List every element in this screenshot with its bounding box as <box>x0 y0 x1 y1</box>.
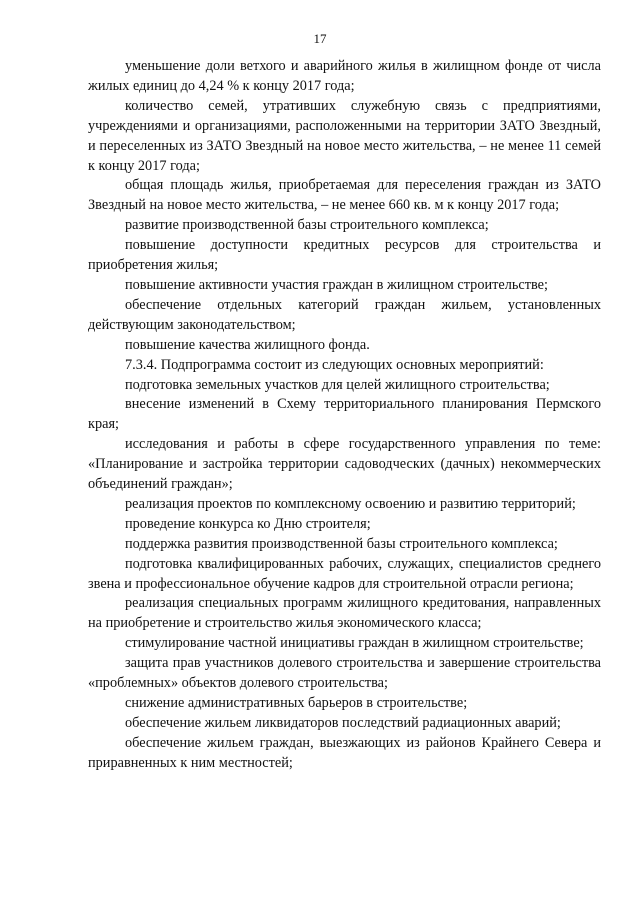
paragraph: обеспечение жильем ликвидаторов последствий радиационных аварий; <box>125 714 561 731</box>
paragraph: реализация проектов по комплексному освоению и развитию территорий; <box>125 495 576 512</box>
paragraph: подготовка квалифицированных рабочих, служащих, специалистов среднего звена и профессиональное обучение кадров для строительной отрасли региона; <box>88 555 601 592</box>
document-body <box>88 57 601 774</box>
page-number: 17 <box>313 31 327 46</box>
paragraph: защита прав участников долевого строительства и завершение строительства «проблемных» объектов долевого строительства; <box>88 655 601 692</box>
paragraph: развитие производственной базы строительного комплекса; <box>125 217 489 234</box>
paragraph: уменьшение доли ветхого и аварийного жилья в жилищном фонде от числа жилых единиц до 4,24 % к концу 2017 года; <box>88 58 601 94</box>
section-heading-paragraph: 7.3.4. Подпрограмма состоит из следующих основных мероприятий: <box>125 356 544 373</box>
paragraph: количество семей, утративших служебную связь с предприятиями, учреждениями и организациями, расположенными на территории ЗАТО Звездный, и переселенных из ЗАТО Звездный на новое место жительства, – не менее 11 семей к концу 2017 года; <box>88 97 601 174</box>
paragraph: снижение административных барьеров в строительстве; <box>125 695 468 711</box>
paragraph: повышение качества жилищного фонда. <box>125 336 370 353</box>
paragraph: повышение активности участия граждан в жилищном строительстве; <box>125 276 548 293</box>
paragraph: реализация специальных программ жилищного кредитования, направленных на приобретение и строительство жилья экономического класса; <box>88 595 601 632</box>
paragraph: повышение доступности кредитных ресурсов для строительства и приобретения жилья; <box>88 237 601 274</box>
paragraph: внесение изменений в Схему территориального планирования Пермского края; <box>88 396 601 433</box>
paragraph: проведение конкурса ко Дню строителя; <box>125 515 371 532</box>
paragraph: исследования и работы в сфере государственного управления по теме: «Планирование и застройка территории садоводческих (дачных) некоммерческих объединений граждан»; <box>88 436 601 493</box>
paragraph: обеспечение жильем граждан, выезжающих из районов Крайнего Севера и приравненных к ним местностей; <box>88 734 601 771</box>
paragraph: подготовка земельных участков для целей жилищного строительства; <box>125 376 550 393</box>
paragraph: стимулирование частной инициативы граждан в жилищном строительстве; <box>125 635 584 652</box>
paragraph: общая площадь жилья, приобретаемая для переселения граждан из ЗАТО Звездный на новое место жительства, – не менее 660 кв. м к концу 2017 года; <box>88 177 601 214</box>
paragraph: поддержка развития производственной базы строительного комплекса; <box>125 535 558 552</box>
paragraph: обеспечение отдельных категорий граждан жильем, установленных действующим законодательством; <box>88 296 601 333</box>
